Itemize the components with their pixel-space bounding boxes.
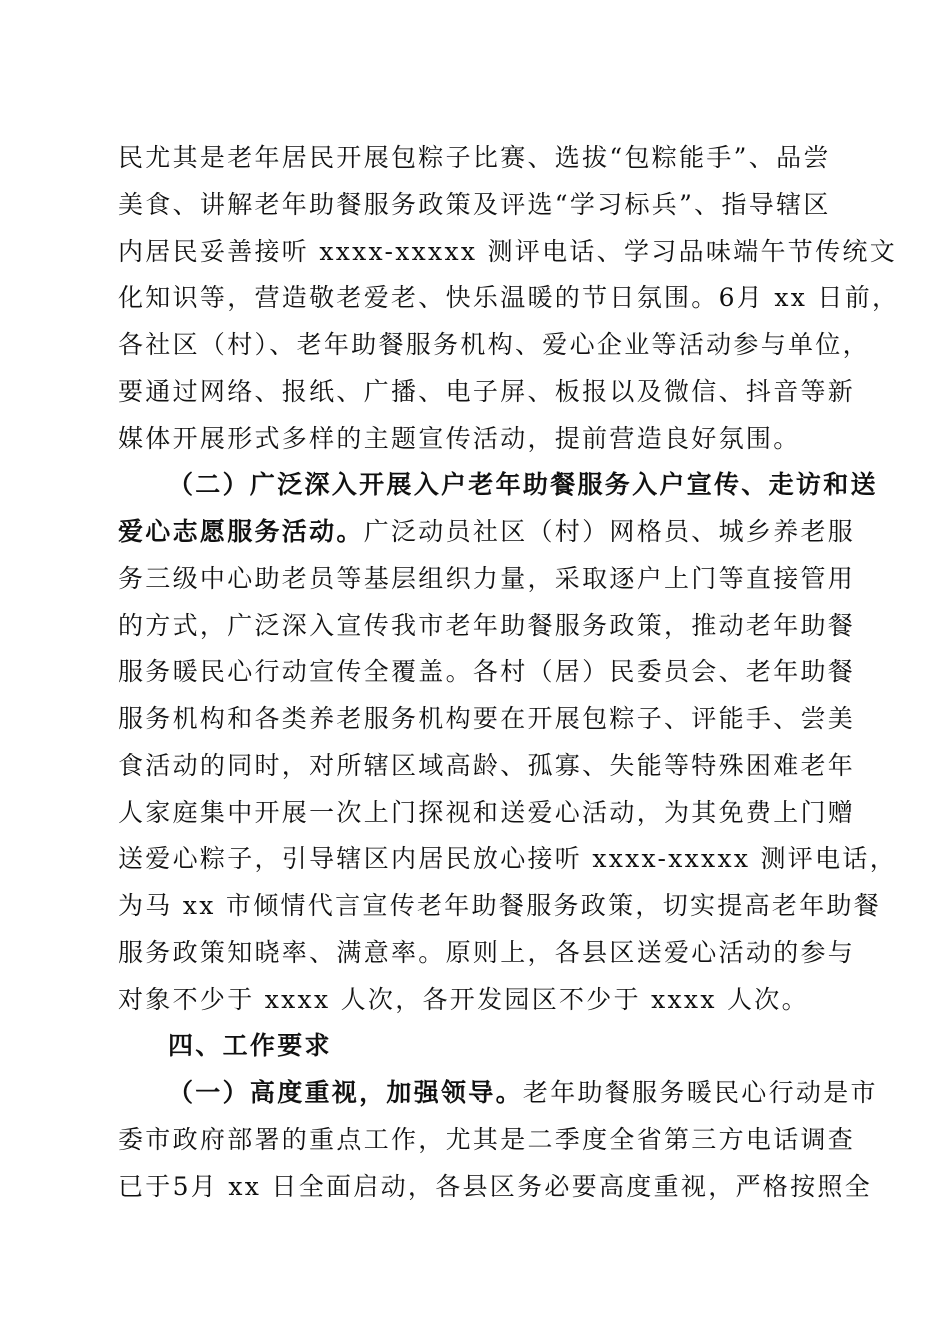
body-text: 老年助餐服务暖民心行动是市 bbox=[522, 1078, 878, 1107]
text-line: 送爱心粽子，引导辖区内居民放心接听 xxxx-xxxxx 测评电话， bbox=[118, 844, 897, 874]
text-line: 委市政府部署的重点工作，尤其是二季度全省第三方电话调查 bbox=[118, 1124, 856, 1154]
subsection-line bbox=[118, 1070, 878, 1117]
text-line: 务三级中心助老员等基层组织力量，采取逐户上门等直接管用 bbox=[118, 563, 856, 593]
text-line: 美食、讲解老年助餐服务政策及评选“学习标兵”、指导辖区 bbox=[118, 189, 831, 219]
bold-lead-text: （一）高度重视，加强领导。 bbox=[168, 1078, 523, 1107]
text-line: 为马 xx 市倾情代言宣传老年助餐服务政策，切实提高老年助餐 bbox=[118, 891, 882, 920]
text-line bbox=[118, 509, 856, 556]
text-line: 对象不少于 xxxx 人次，各开发园区不少于 xxxx 人次。 bbox=[118, 984, 809, 1014]
text-line: 服务政策知晓率、满意率。原则上，各县区送爱心活动的参与 bbox=[118, 937, 856, 967]
bold-text: （二）广泛深入开展入户老年助餐服务入户宣传、走访和送 bbox=[168, 470, 878, 500]
document-body bbox=[118, 135, 900, 1210]
section-heading-line bbox=[118, 462, 878, 509]
text-line: 食活动的同时，对所辖区域高龄、孤寡、失能等特殊困难老年 bbox=[118, 750, 856, 780]
bold-lead-text: 爱心志愿服务活动。 bbox=[118, 517, 364, 546]
text-line: 服务机构和各类养老服务机构要在开展包粽子、评能手、尝美 bbox=[118, 704, 856, 733]
text-line: 人家庭集中开展一次上门探视和送爱心活动，为其免费上门赠 bbox=[118, 797, 856, 827]
text-line: 要通过网络、报纸、广播、电子屏、板报以及微信、抖音等新 bbox=[118, 376, 856, 406]
body-text: 广泛动员社区（村）网格员、城乡养老服 bbox=[363, 517, 856, 546]
section-title bbox=[118, 1023, 834, 1070]
text-line: 化知识等，营造敬老爱老、快乐温暖的节日氛围。6月 xx 日前， bbox=[118, 283, 900, 313]
text-line: 服务暖民心行动宣传全覆盖。各村（居）民委员会、老年助餐 bbox=[118, 657, 856, 687]
text-line: 媒体开展形式多样的主题宣传活动，提前营造良好氛围。 bbox=[118, 423, 801, 453]
text-line: 的方式，广泛深入宣传我市老年助餐服务政策，推动老年助餐 bbox=[118, 610, 856, 640]
text-line: 已于5月 xx 日全面启动，各县区务必要高度重视，严格按照全 bbox=[118, 1171, 872, 1201]
text-line: 民尤其是老年居民开展包粽子比赛、选拔“包粽能手”、品尝 bbox=[118, 143, 831, 172]
bold-text: 四、工作要求 bbox=[168, 1031, 332, 1061]
text-line: 各社区（村）、老年助餐服务机构、爱心企业等活动参与单位， bbox=[118, 330, 870, 359]
text-line: 内居民妥善接听 xxxx-xxxxx 测评电话、学习品味端午节传统文 bbox=[118, 236, 897, 266]
